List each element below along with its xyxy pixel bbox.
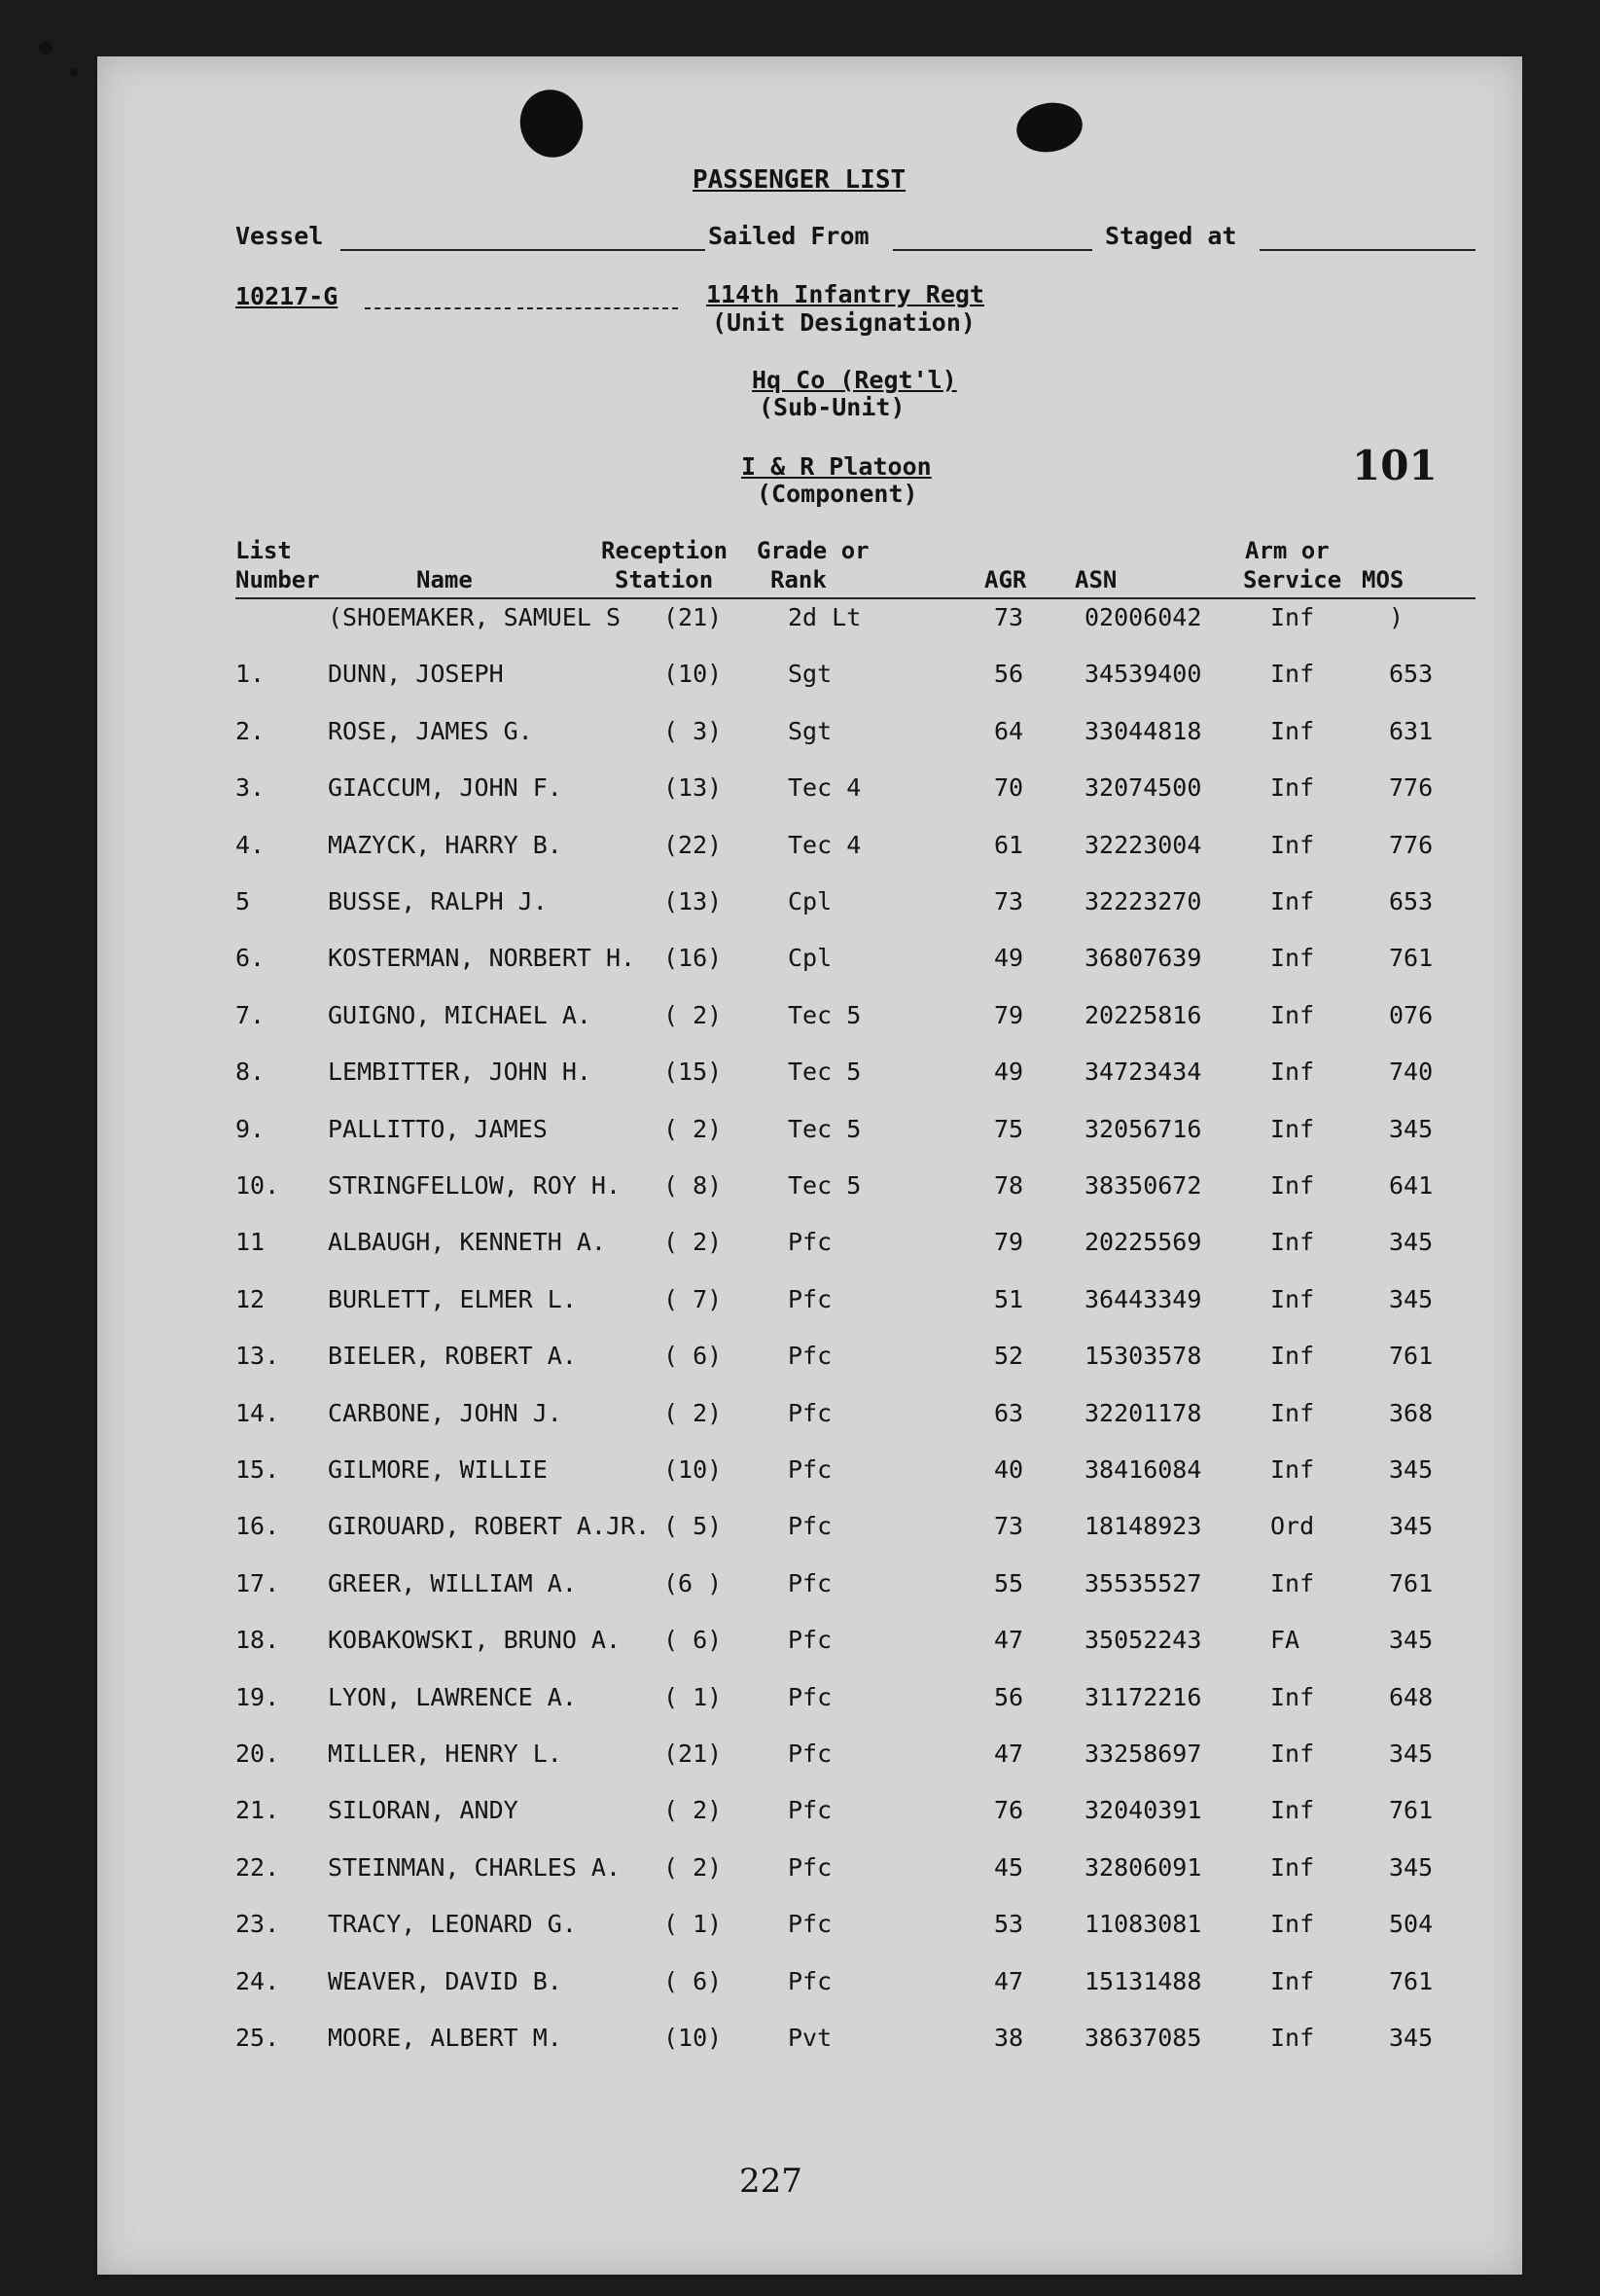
- row-list-number: 23.: [235, 1910, 280, 1939]
- row-arm-service: Inf: [1270, 1966, 1315, 1995]
- row-agr: 49: [994, 944, 1024, 973]
- row-reception-station: (16): [663, 944, 723, 973]
- row-asn: 38637085: [1084, 2024, 1202, 2052]
- row-reception-station: ( 5): [663, 1512, 723, 1541]
- row-asn: 38350672: [1084, 1171, 1202, 1200]
- staged-at-label: Staged at: [1105, 222, 1237, 250]
- staged-at-blank: [1260, 249, 1476, 251]
- row-reception-station: (21): [663, 1740, 723, 1768]
- table-row: [97, 1455, 1522, 1494]
- row-grade: Pvt: [788, 2024, 833, 2052]
- row-list-number: 4.: [235, 830, 266, 859]
- row-mos: 740: [1389, 1058, 1434, 1087]
- row-list-number: 20.: [235, 1740, 280, 1768]
- sailed-from-label: Sailed From: [708, 222, 870, 250]
- unit-designation-caption: (Unit Designation): [712, 308, 976, 337]
- row-grade: Pfc: [788, 1626, 833, 1655]
- row-reception-station: ( 1): [663, 1682, 723, 1711]
- row-list-number: 13.: [235, 1342, 280, 1371]
- row-list-number: 22.: [235, 1852, 280, 1882]
- row-agr: 47: [994, 1740, 1024, 1768]
- row-agr: 63: [994, 1398, 1024, 1427]
- row-reception-station: ( 6): [663, 1966, 723, 1995]
- row-asn: 33044818: [1084, 716, 1202, 745]
- row-reception-station: (10): [663, 660, 723, 689]
- row-agr: 52: [994, 1342, 1024, 1371]
- row-asn: 11083081: [1084, 1910, 1202, 1939]
- row-grade: Pfc: [788, 1568, 833, 1597]
- row-name: (SHOEMAKER, SAMUEL S: [328, 603, 622, 631]
- row-list-number: 9.: [235, 1114, 266, 1143]
- row-grade: Pfc: [788, 1682, 833, 1711]
- table-row: [97, 944, 1522, 983]
- row-reception-station: ( 2): [663, 1852, 723, 1882]
- row-reception-station: ( 2): [663, 1398, 723, 1427]
- row-agr: 73: [994, 1512, 1024, 1541]
- row-mos: 345: [1389, 1512, 1434, 1541]
- row-list-number: 7.: [235, 1000, 266, 1029]
- row-grade: Tec 5: [788, 1171, 862, 1200]
- punch-hole-left: [513, 83, 590, 164]
- row-list-number: 10.: [235, 1171, 280, 1200]
- row-name: MOORE, ALBERT M.: [328, 2024, 562, 2052]
- row-arm-service: Inf: [1270, 1058, 1315, 1087]
- row-arm-service: Inf: [1270, 773, 1315, 803]
- row-asn: 31172216: [1084, 1682, 1202, 1711]
- row-mos: 345: [1389, 1740, 1434, 1768]
- row-mos: 761: [1389, 1342, 1434, 1371]
- row-name: GIACCUM, JOHN F.: [328, 773, 562, 803]
- row-list-number: 24.: [235, 1966, 280, 1995]
- row-agr: 55: [994, 1568, 1024, 1597]
- row-name: BIELER, ROBERT A.: [328, 1342, 577, 1371]
- row-agr: 76: [994, 1796, 1024, 1825]
- row-list-number: 18.: [235, 1626, 280, 1655]
- row-arm-service: Inf: [1270, 830, 1315, 859]
- sub-unit-caption: (Sub-Unit): [759, 393, 906, 421]
- row-arm-service: FA: [1270, 1626, 1300, 1655]
- row-mos: 076: [1389, 1000, 1434, 1029]
- unit-designation: 114th Infantry Regt: [706, 280, 984, 308]
- row-asn: 38416084: [1084, 1455, 1202, 1484]
- row-name: LEMBITTER, JOHN H.: [328, 1058, 591, 1087]
- row-list-number: 17.: [235, 1568, 280, 1597]
- row-mos: 345: [1389, 1455, 1434, 1484]
- row-mos: 653: [1389, 660, 1434, 689]
- row-reception-station: ( 1): [663, 1910, 723, 1939]
- row-mos: 641: [1389, 1171, 1434, 1200]
- row-mos: 345: [1389, 2024, 1434, 2052]
- row-list-number: 6.: [235, 944, 266, 973]
- col-list-number-1: List: [235, 537, 292, 564]
- row-arm-service: Inf: [1270, 944, 1315, 973]
- row-list-number: 5: [235, 887, 251, 915]
- row-asn: 32201178: [1084, 1398, 1202, 1427]
- row-grade: Pfc: [788, 1512, 833, 1541]
- row-grade: Pfc: [788, 1910, 833, 1939]
- page-number: 101: [1352, 442, 1438, 489]
- row-grade: Pfc: [788, 1852, 833, 1882]
- row-asn: 32074500: [1084, 773, 1202, 803]
- table-row: [97, 1740, 1522, 1778]
- handwritten-number: 227: [739, 2162, 802, 2201]
- row-list-number: 3.: [235, 773, 266, 803]
- col-name: Name: [416, 566, 473, 593]
- row-list-number: 1.: [235, 660, 266, 689]
- row-agr: 47: [994, 1626, 1024, 1655]
- unit-number: 10217-G: [235, 282, 338, 310]
- row-list-number: 15.: [235, 1455, 280, 1484]
- row-arm-service: Inf: [1270, 1284, 1315, 1313]
- row-arm-service: Inf: [1270, 603, 1315, 631]
- row-arm-service: Inf: [1270, 1852, 1315, 1882]
- table-row: [97, 1967, 1522, 2006]
- row-mos: 504: [1389, 1910, 1434, 1939]
- row-arm-service: Inf: [1270, 1455, 1315, 1484]
- row-name: ROSE, JAMES G.: [328, 716, 533, 745]
- row-name: LYON, LAWRENCE A.: [328, 1682, 577, 1711]
- table-row: [97, 1399, 1522, 1438]
- row-asn: 20225816: [1084, 1000, 1202, 1029]
- row-grade: 2d Lt: [788, 603, 862, 631]
- row-name: GREER, WILLIAM A.: [328, 1568, 577, 1597]
- table-row: [97, 1569, 1522, 1608]
- row-list-number: 2.: [235, 716, 266, 745]
- row-reception-station: (6 ): [663, 1568, 723, 1597]
- row-grade: Tec 5: [788, 1058, 862, 1087]
- table-row: [97, 831, 1522, 870]
- row-grade: Tec 4: [788, 830, 862, 859]
- col-mos: MOS: [1362, 566, 1404, 593]
- table-row: [97, 887, 1522, 926]
- table-row: [97, 1058, 1522, 1096]
- row-name: SILORAN, ANDY: [328, 1796, 518, 1825]
- row-arm-service: Inf: [1270, 1114, 1315, 1143]
- row-grade: Sgt: [788, 716, 833, 745]
- row-name: KOBAKOWSKI, BRUNO A.: [328, 1626, 622, 1655]
- row-name: PALLITTO, JAMES: [328, 1114, 548, 1143]
- row-agr: 79: [994, 1000, 1024, 1029]
- scan-speck: [70, 68, 78, 76]
- row-asn: 18148923: [1084, 1512, 1202, 1541]
- row-asn: 32040391: [1084, 1796, 1202, 1825]
- row-asn: 35535527: [1084, 1568, 1202, 1597]
- row-asn: 36443349: [1084, 1284, 1202, 1313]
- row-list-number: 12: [235, 1284, 266, 1313]
- row-grade: Cpl: [788, 944, 833, 973]
- row-agr: 73: [994, 887, 1024, 915]
- row-mos: 653: [1389, 887, 1434, 915]
- row-arm-service: Inf: [1270, 887, 1315, 915]
- header-rule: [235, 597, 1476, 599]
- row-reception-station: (22): [663, 830, 723, 859]
- row-grade: Pfc: [788, 1228, 833, 1257]
- row-arm-service: Inf: [1270, 1171, 1315, 1200]
- table-row: [97, 773, 1522, 812]
- row-name: STRINGFELLOW, ROY H.: [328, 1171, 622, 1200]
- row-grade: Pfc: [788, 1398, 833, 1427]
- row-arm-service: Inf: [1270, 1398, 1315, 1427]
- row-mos: 345: [1389, 1228, 1434, 1257]
- row-grade: Pfc: [788, 1796, 833, 1825]
- row-mos: ): [1389, 603, 1404, 631]
- col-grade-1: Grade or: [757, 537, 870, 564]
- table-row: [97, 1626, 1522, 1665]
- row-arm-service: Inf: [1270, 1000, 1315, 1029]
- component: I & R Platoon: [741, 452, 932, 481]
- row-agr: 61: [994, 830, 1024, 859]
- unit-number-rule-a: [365, 307, 511, 309]
- row-agr: 70: [994, 773, 1024, 803]
- row-mos: 776: [1389, 773, 1434, 803]
- col-asn: ASN: [1075, 566, 1118, 593]
- table-row: [97, 1001, 1522, 1040]
- row-list-number: 25.: [235, 2024, 280, 2052]
- row-agr: 56: [994, 1682, 1024, 1711]
- col-grade-2: Rank: [770, 566, 827, 593]
- unit-number-rule-b: [517, 307, 678, 309]
- row-grade: Tec 5: [788, 1114, 862, 1143]
- table-row: [97, 1853, 1522, 1892]
- sub-unit: Hq Co (Regt'l): [752, 366, 957, 394]
- row-asn: 34539400: [1084, 660, 1202, 689]
- row-agr: 40: [994, 1455, 1024, 1484]
- row-mos: 345: [1389, 1114, 1434, 1143]
- row-grade: Pfc: [788, 1740, 833, 1768]
- row-name: TRACY, LEONARD G.: [328, 1910, 577, 1939]
- row-mos: 345: [1389, 1852, 1434, 1882]
- row-agr: 38: [994, 2024, 1024, 2052]
- row-mos: 345: [1389, 1284, 1434, 1313]
- row-grade: Pfc: [788, 1284, 833, 1313]
- table-row: [97, 1171, 1522, 1210]
- row-asn: 32056716: [1084, 1114, 1202, 1143]
- col-arm-2: Service: [1243, 566, 1342, 593]
- row-agr: 79: [994, 1228, 1024, 1257]
- table-row: [97, 1910, 1522, 1949]
- col-list-number-2: Number: [235, 566, 320, 593]
- row-name: DUNN, JOSEPH: [328, 660, 504, 689]
- row-name: CARBONE, JOHN J.: [328, 1398, 562, 1427]
- row-asn: 15131488: [1084, 1966, 1202, 1995]
- table-row: [97, 660, 1522, 699]
- row-arm-service: Inf: [1270, 1568, 1315, 1597]
- row-asn: 32223004: [1084, 830, 1202, 859]
- row-mos: 631: [1389, 716, 1434, 745]
- row-reception-station: ( 7): [663, 1284, 723, 1313]
- row-arm-service: Inf: [1270, 1228, 1315, 1257]
- row-name: ALBAUGH, KENNETH A.: [328, 1228, 606, 1257]
- row-asn: 34723434: [1084, 1058, 1202, 1087]
- row-grade: Tec 4: [788, 773, 862, 803]
- row-name: KOSTERMAN, NORBERT H.: [328, 944, 636, 973]
- row-mos: 345: [1389, 1626, 1434, 1655]
- row-grade: Sgt: [788, 660, 833, 689]
- row-name: GUIGNO, MICHAEL A.: [328, 1000, 591, 1029]
- row-list-number: 14.: [235, 1398, 280, 1427]
- row-agr: 53: [994, 1910, 1024, 1939]
- row-asn: 02006042: [1084, 603, 1202, 631]
- col-reception-2: Station: [615, 566, 714, 593]
- row-agr: 51: [994, 1284, 1024, 1313]
- document-page: [97, 56, 1522, 2275]
- row-agr: 64: [994, 716, 1024, 745]
- table-row: [97, 1115, 1522, 1154]
- row-asn: 32223270: [1084, 887, 1202, 915]
- row-grade: Cpl: [788, 887, 833, 915]
- row-name: MAZYCK, HARRY B.: [328, 830, 562, 859]
- table-row: [97, 1683, 1522, 1722]
- row-mos: 761: [1389, 1796, 1434, 1825]
- vessel-label: Vessel: [235, 222, 324, 250]
- row-reception-station: ( 6): [663, 1342, 723, 1371]
- row-agr: 73: [994, 603, 1024, 631]
- row-mos: 761: [1389, 944, 1434, 973]
- table-row: [97, 1512, 1522, 1551]
- row-asn: 36807639: [1084, 944, 1202, 973]
- table-row: [97, 717, 1522, 756]
- row-grade: Pfc: [788, 1966, 833, 1995]
- row-reception-station: (13): [663, 887, 723, 915]
- row-agr: 45: [994, 1852, 1024, 1882]
- row-agr: 75: [994, 1114, 1024, 1143]
- row-arm-service: Inf: [1270, 1682, 1315, 1711]
- row-name: MILLER, HENRY L.: [328, 1740, 562, 1768]
- row-list-number: 11: [235, 1228, 266, 1257]
- row-arm-service: Inf: [1270, 2024, 1315, 2052]
- vessel-blank: [340, 249, 705, 251]
- row-name: GILMORE, WILLIE: [328, 1455, 548, 1484]
- row-arm-service: Inf: [1270, 660, 1315, 689]
- row-name: STEINMAN, CHARLES A.: [328, 1852, 622, 1882]
- row-grade: Pfc: [788, 1342, 833, 1371]
- row-reception-station: ( 2): [663, 1114, 723, 1143]
- row-list-number: 8.: [235, 1058, 266, 1087]
- table-row: [97, 1342, 1522, 1381]
- row-mos: 776: [1389, 830, 1434, 859]
- row-reception-station: (13): [663, 773, 723, 803]
- row-asn: 32806091: [1084, 1852, 1202, 1882]
- row-arm-service: Inf: [1270, 1342, 1315, 1371]
- row-arm-service: Inf: [1270, 1740, 1315, 1768]
- punch-hole-right: [1013, 97, 1086, 157]
- row-name: GIROUARD, ROBERT A.JR.: [328, 1512, 651, 1541]
- row-arm-service: Inf: [1270, 1796, 1315, 1825]
- row-mos: 761: [1389, 1966, 1434, 1995]
- table-row: [97, 1228, 1522, 1267]
- row-mos: 648: [1389, 1682, 1434, 1711]
- row-reception-station: (21): [663, 603, 723, 631]
- row-list-number: 19.: [235, 1682, 280, 1711]
- row-agr: 56: [994, 660, 1024, 689]
- row-agr: 47: [994, 1966, 1024, 1995]
- table-row: [97, 1796, 1522, 1835]
- row-name: BUSSE, RALPH J.: [328, 887, 548, 915]
- table-row: [97, 2024, 1522, 2063]
- table-row: [97, 1285, 1522, 1324]
- col-reception-1: Reception: [601, 537, 729, 564]
- row-grade: Pfc: [788, 1455, 833, 1484]
- row-reception-station: (10): [663, 2024, 723, 2052]
- row-reception-station: ( 2): [663, 1000, 723, 1029]
- table-row: [97, 603, 1522, 642]
- col-agr: AGR: [984, 566, 1027, 593]
- row-reception-station: (10): [663, 1455, 723, 1484]
- row-name: BURLETT, ELMER L.: [328, 1284, 577, 1313]
- row-list-number: 21.: [235, 1796, 280, 1825]
- scan-speck: [39, 41, 53, 54]
- row-grade: Tec 5: [788, 1000, 862, 1029]
- row-asn: 33258697: [1084, 1740, 1202, 1768]
- row-arm-service: Ord: [1270, 1512, 1315, 1541]
- row-reception-station: (15): [663, 1058, 723, 1087]
- row-arm-service: Inf: [1270, 1910, 1315, 1939]
- col-arm-1: Arm or: [1245, 537, 1330, 564]
- row-reception-station: ( 8): [663, 1171, 723, 1200]
- row-reception-station: ( 2): [663, 1796, 723, 1825]
- row-agr: 49: [994, 1058, 1024, 1087]
- row-reception-station: ( 3): [663, 716, 723, 745]
- row-arm-service: Inf: [1270, 716, 1315, 745]
- row-asn: 20225569: [1084, 1228, 1202, 1257]
- row-reception-station: ( 2): [663, 1228, 723, 1257]
- row-name: WEAVER, DAVID B.: [328, 1966, 562, 1995]
- row-agr: 78: [994, 1171, 1024, 1200]
- row-asn: 15303578: [1084, 1342, 1202, 1371]
- sailed-from-blank: [893, 249, 1092, 251]
- row-mos: 368: [1389, 1398, 1434, 1427]
- row-asn: 35052243: [1084, 1626, 1202, 1655]
- row-reception-station: ( 6): [663, 1626, 723, 1655]
- component-caption: (Component): [757, 480, 918, 508]
- row-list-number: 16.: [235, 1512, 280, 1541]
- row-mos: 761: [1389, 1568, 1434, 1597]
- document-title: PASSENGER LIST: [693, 165, 907, 195]
